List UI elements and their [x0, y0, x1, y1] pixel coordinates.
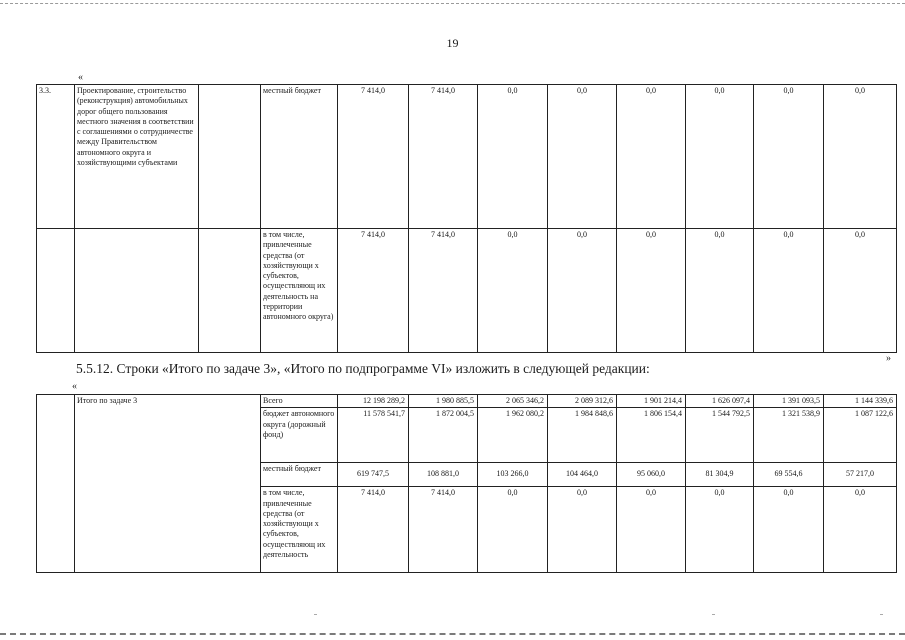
scan-speck: [880, 614, 883, 615]
empty-cell: [199, 229, 261, 353]
scan-top-edge: [0, 3, 905, 4]
value-cell: 0,0: [824, 229, 897, 353]
empty-cell: [75, 229, 199, 353]
scan-speck: [712, 614, 715, 615]
value-cell: 2 089 312,6: [548, 395, 617, 408]
close-quote: »: [886, 353, 891, 364]
funding-source: бюджет автономного округа (дорожный фонд): [261, 408, 338, 463]
value-cell: 11 578 541,7: [338, 408, 409, 463]
value-cell: 1 872 004,5: [409, 408, 478, 463]
funding-source: в том числе, привлеченные средства (от хозяйствующи х субъектов, осуществляющ их деятельность: [261, 487, 338, 573]
value-cell: 0,0: [686, 487, 754, 573]
amendment-heading: 5.5.12. Строки «Итого по задаче 3», «Итого по подпрограмме VI» изложить в следующей редакции:: [76, 361, 650, 376]
value-cell: 7 414,0: [338, 229, 409, 353]
value-cell: 2 065 346,2: [478, 395, 548, 408]
table-row-3-3: [36, 84, 897, 353]
open-quote-2: «: [72, 381, 77, 392]
value-cell: 7 414,0: [409, 229, 478, 353]
value-cell: 7 414,0: [338, 487, 409, 573]
row-number: 3.3.: [37, 85, 75, 229]
value-cell: 0,0: [478, 85, 548, 229]
value-cell: 12 198 289,2: [338, 395, 409, 408]
value-cell: 0,0: [478, 487, 548, 573]
value-cell: 1 321 538,9: [754, 408, 824, 463]
value-cell: 1 144 339,6: [824, 395, 897, 408]
value-cell: 619 747,5: [338, 463, 409, 487]
value-cell: 0,0: [548, 229, 617, 353]
total-title: Итого по задаче 3: [75, 395, 261, 573]
value-cell: 0,0: [824, 85, 897, 229]
value-cell: 69 554,6: [754, 463, 824, 487]
value-cell: 0,0: [754, 487, 824, 573]
funding-source: Всего: [261, 395, 338, 408]
value-cell: 0,0: [478, 229, 548, 353]
scan-speck: [314, 614, 317, 615]
value-cell: 95 060,0: [617, 463, 686, 487]
activity-name: Проектирование, строительство (реконструкция) автомобильных дорог общего пользования местного значения в соответствии с соглашениями о сотрудничестве между Правительством автономного округа и хозяйствующими субъектами: [75, 85, 199, 229]
value-cell: 103 266,0: [478, 463, 548, 487]
value-cell: 108 881,0: [409, 463, 478, 487]
value-cell: 1 544 792,5: [686, 408, 754, 463]
table-total-task-3: [36, 394, 897, 573]
value-cell: 7 414,0: [409, 85, 478, 229]
value-cell: 0,0: [548, 85, 617, 229]
value-cell: 0,0: [548, 487, 617, 573]
value-cell: 7 414,0: [409, 487, 478, 573]
value-cell: 0,0: [617, 85, 686, 229]
value-cell: 0,0: [754, 229, 824, 353]
value-cell: 1 806 154,4: [617, 408, 686, 463]
value-cell: 1 962 080,2: [478, 408, 548, 463]
value-cell: 81 304,9: [686, 463, 754, 487]
value-cell: 0,0: [617, 487, 686, 573]
value-cell: 1 901 214,4: [617, 395, 686, 408]
funding-source: местный бюджет: [261, 463, 338, 487]
value-cell: 0,0: [617, 229, 686, 353]
value-cell: 0,0: [686, 229, 754, 353]
scan-bottom-edge: [0, 633, 905, 635]
value-cell: 7 414,0: [338, 85, 409, 229]
table-row: [37, 85, 897, 229]
value-cell: 1 626 097,4: [686, 395, 754, 408]
empty-cell: [37, 229, 75, 353]
value-cell: 57 217,0: [824, 463, 897, 487]
table-row: [37, 395, 897, 408]
value-cell: 104 464,0: [548, 463, 617, 487]
value-cell: 0,0: [824, 487, 897, 573]
value-cell: 1 984 848,6: [548, 408, 617, 463]
empty-cell: [37, 395, 75, 573]
funding-source: местный бюджет: [261, 85, 338, 229]
value-cell: 1 980 885,5: [409, 395, 478, 408]
page-number: 19: [446, 36, 459, 50]
value-cell: 1 087 122,6: [824, 408, 897, 463]
value-cell: 1 391 093,5: [754, 395, 824, 408]
value-cell: 0,0: [686, 85, 754, 229]
value-cell: 0,0: [754, 85, 824, 229]
executor-cell: [199, 85, 261, 229]
funding-source: в том числе, привлеченные средства (от хозяйствующи х субъектов, осуществляющ их деятельность на территории автономного округа): [261, 229, 338, 353]
table-row: [37, 229, 897, 353]
open-quote-1: «: [78, 72, 83, 83]
